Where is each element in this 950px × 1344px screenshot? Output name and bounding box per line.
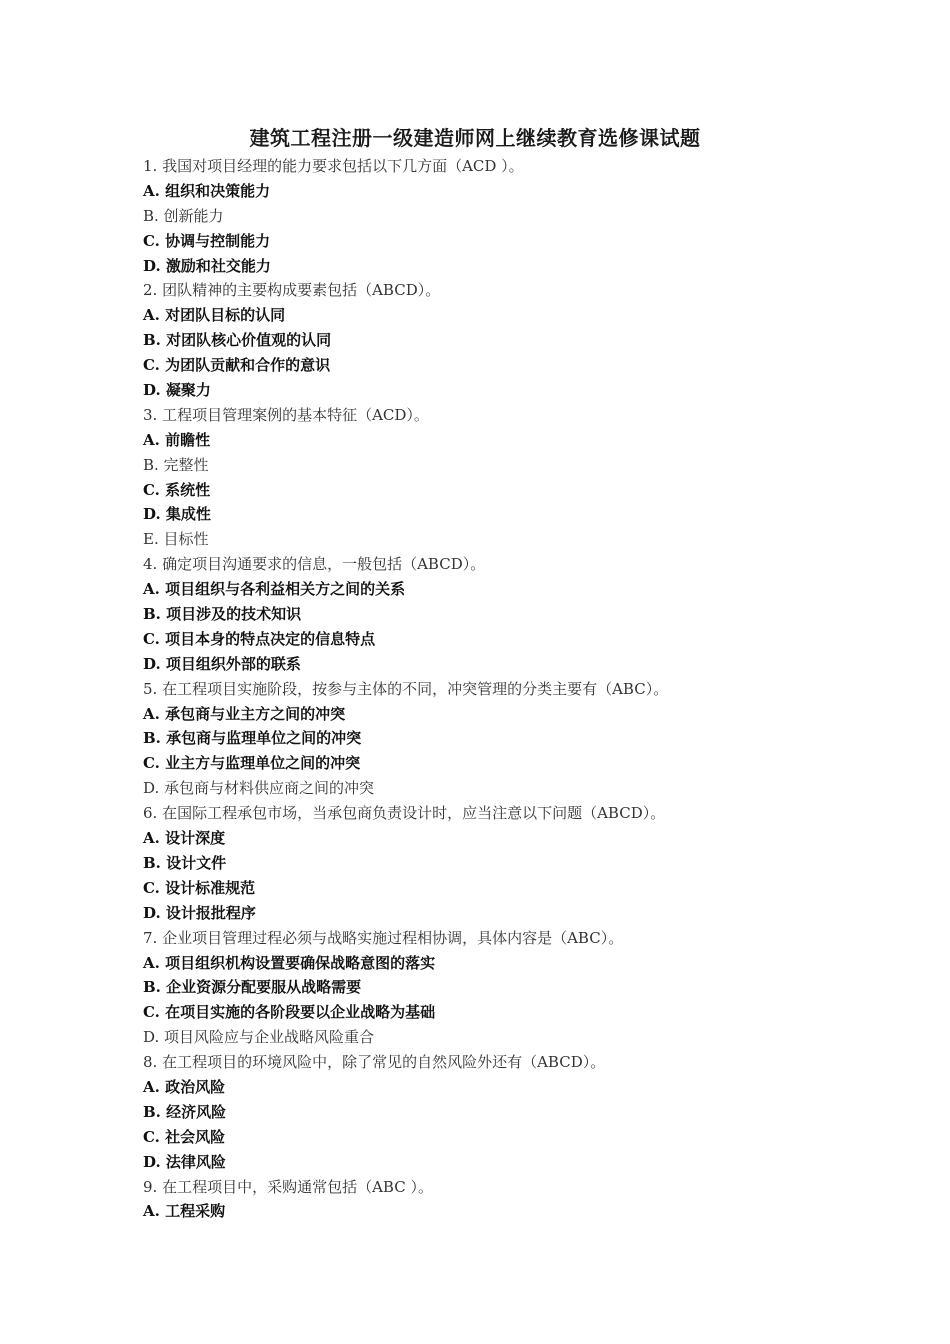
option-text: D. 设计报批程序 xyxy=(143,903,256,922)
question-text: 1. 我国对项目经理的能力要求包括以下几方面（ACD ）。 xyxy=(143,157,524,175)
option-text: C. 系统性 xyxy=(143,480,211,499)
question-text: 6. 在国际工程承包市场，当承包商负责设计时，应当注意以下问题（ABCD）。 xyxy=(143,804,666,823)
option-text: B. 完整性 xyxy=(143,455,209,474)
option-text: B. 承包商与监理单位之间的冲突 xyxy=(143,729,362,748)
question-text: 2. 团队精神的主要构成要素包括（ABCD）。 xyxy=(143,281,441,300)
option-text: A. 项目组织机构设置要确保战略意图的落实 xyxy=(143,953,436,972)
option-text: C. 协调与控制能力 xyxy=(143,231,271,250)
option-text: B. 项目涉及的技术知识 xyxy=(143,605,302,624)
option-text: B. 设计文件 xyxy=(143,853,227,872)
option-text: D. 承包商与材料供应商之间的冲突 xyxy=(143,779,375,798)
option-text: D. 激励和社交能力 xyxy=(143,256,271,275)
option-text: C. 为团队贡献和合作的意识 xyxy=(143,356,331,375)
option-text: A. 工程采购 xyxy=(143,1202,226,1221)
option-text: A. 承包商与业主方之间的冲突 xyxy=(143,704,346,723)
option-text: D. 凝聚力 xyxy=(143,381,211,400)
question-text: 7. 企业项目管理过程必须与战略实施过程相协调，具体内容是（ABC）。 xyxy=(143,928,624,947)
option-text: B. 对团队核心价值观的认同 xyxy=(143,331,332,350)
option-text: D. 法律风险 xyxy=(143,1152,226,1171)
option-text: C. 项目本身的特点决定的信息特点 xyxy=(143,629,376,648)
document-title: 建筑工程注册一级建造师网上继续教育选修课试题 xyxy=(249,126,701,150)
option-text: C. 业主方与监理单位之间的冲突 xyxy=(143,754,361,773)
option-text: A. 项目组织与各利益相关方之间的关系 xyxy=(143,580,406,599)
option-text: B. 经济风险 xyxy=(143,1102,227,1121)
option-text: B. 创新能力 xyxy=(143,206,224,225)
question-text: 3. 工程项目管理案例的基本特征（ACD）。 xyxy=(143,405,429,424)
option-text: C. 在项目实施的各阶段要以企业战略为基础 xyxy=(143,1003,436,1022)
question-text: 8. 在工程项目的环境风险中，除了常见的自然风险外还有（ABCD）。 xyxy=(143,1053,606,1072)
option-text: A. 政治风险 xyxy=(143,1077,226,1096)
option-text: D. 项目组织外部的联系 xyxy=(143,654,301,673)
option-text: B. 企业资源分配要服从战略需要 xyxy=(143,978,362,997)
question-text: 4. 确定项目沟通要求的信息，一般包括（ABCD）。 xyxy=(143,555,486,574)
option-text: A. 设计深度 xyxy=(143,829,226,848)
option-text: D. 集成性 xyxy=(143,505,211,524)
question-text: 9. 在工程项目中，采购通常包括（ABC ）。 xyxy=(143,1177,433,1196)
option-text: A. 组织和决策能力 xyxy=(143,181,271,200)
option-text: C. 设计标准规范 xyxy=(143,878,256,897)
question-list xyxy=(143,154,863,1224)
question-text: 5. 在工程项目实施阶段，按参与主体的不同，冲突管理的分类主要有（ABC）。 xyxy=(143,679,669,698)
option-text: E. 目标性 xyxy=(143,530,209,549)
option-text: A. 前瞻性 xyxy=(143,430,211,449)
option-text: D. 项目风险应与企业战略风险重合 xyxy=(143,1028,375,1047)
option-text: C. 社会风险 xyxy=(143,1127,226,1146)
option-text: A. 对团队目标的认同 xyxy=(143,306,286,325)
